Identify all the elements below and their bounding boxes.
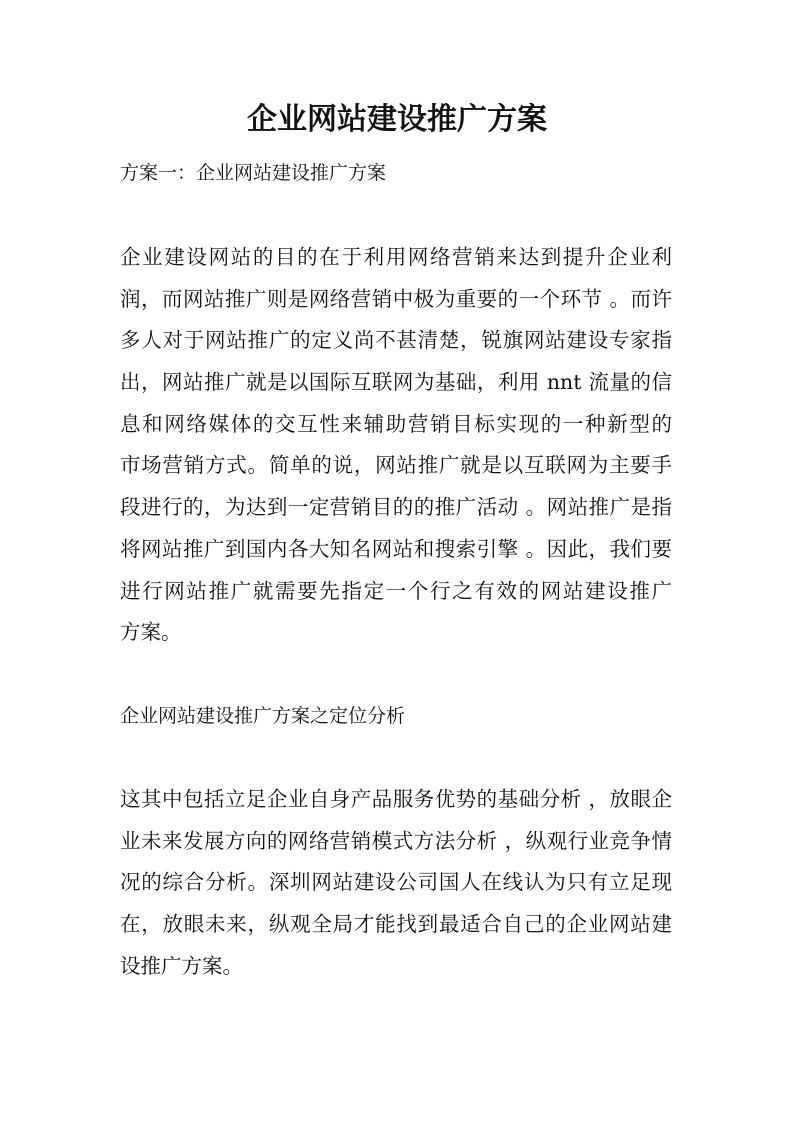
section-heading: 企业网站建设推广方案之定位分析 xyxy=(120,705,406,727)
paragraph-line: 润，而网站推广则是网络营销中极为重要的一个环节 。而许 xyxy=(120,286,672,311)
paragraph-line: 多人对于网站推广的定义尚不甚清楚，锐旗网站建设专家指 xyxy=(120,328,672,353)
document-title: 企业网站建设推广方案 xyxy=(247,102,547,137)
paragraph-line: 将网站推广到国内各大知名网站和搜索引擎 。因此，我们要 xyxy=(120,536,672,561)
paragraph-1 xyxy=(120,237,672,654)
paragraph-line: 市场营销方式。简单的说，网站推广就是以互联网为主要手 xyxy=(120,453,672,478)
paragraph-line: 段进行的，为达到一定营销目的的推广活动 。网站推广是指 xyxy=(120,495,672,520)
paragraph-line: 方案。 xyxy=(120,620,182,645)
paragraph-line: 进行网站推广就需要先指定一个行之有效的网站建设推广 xyxy=(120,578,672,603)
paragraph-line: 息和网络媒体的交互性来辅助营销目标实现的一种新型的 xyxy=(120,411,672,436)
paragraph-2 xyxy=(120,779,672,987)
paragraph-line: 设推广方案。 xyxy=(120,953,243,978)
document-subtitle: 方案一：企业网站建设推广方案 xyxy=(120,162,387,184)
paragraph-line: 企业建设网站的目的在于利用网络营销来达到提升企业利 xyxy=(120,245,672,269)
paragraph-line: 这其中包括立足企业自身产品服务优势的基础分析 ，放眼企 xyxy=(120,787,672,811)
paragraph-line: 业未来发展方向的网络营销模式方法分析 ，纵观行业竞争情 xyxy=(120,828,672,853)
paragraph-line: 况的综合分析。深圳网站建设公司国人在线认为只有立足现 xyxy=(120,870,672,895)
paragraph-line: 在，放眼未来，纵观全局才能找到最适合自己的企业网站建 xyxy=(120,912,672,937)
paragraph-line: 出，网站推广就是以国际互联网为基础，利用 nnt 流量的信 xyxy=(120,370,672,395)
